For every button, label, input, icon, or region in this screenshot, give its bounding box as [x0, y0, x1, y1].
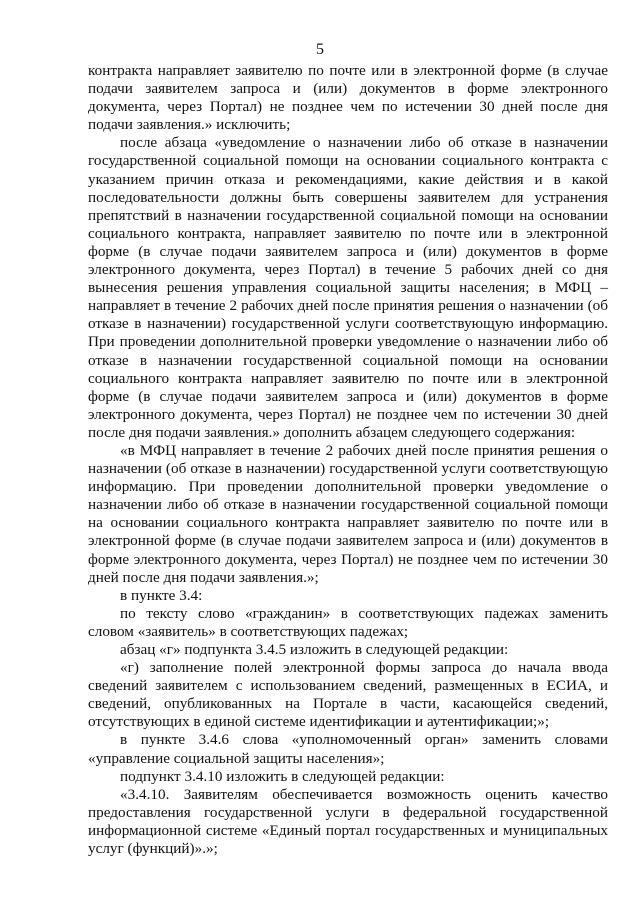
- paragraph: в пункте 3.4.6 слова «уполномоченный орган» заменить словами «управление социальной защиты населения»;: [88, 731, 608, 767]
- paragraph: «г) заполнение полей электронной формы запроса до начала ввода сведений заявителем с использованием сведений, размещенных в ЕСИА, и сведений, опубликованных на Портале в части, касающейся сведений, отсутствующих в единой системе идентификации и аутентификации;»;: [88, 659, 608, 731]
- paragraph: по тексту слово «гражданин» в соответствующих падежах заменить словом «заявитель» в соответствующих падежах;: [88, 604, 608, 640]
- paragraph: «в МФЦ направляет в течение 2 рабочих дней после принятия решения о назначении (об отказе в назначении) государственной услуги соответствующую информацию. При проведении дополнительной проверки уведомление о назначении либо об отказе в назначении государственной социальной помощи на основании социального контракта направляет заявителю по почте или в электронной форме (в случае подачи заявителем запроса и (или) документов в форме электронного документа, через Портал) не позднее чем по истечении 30 дней после дня подачи заявления.»;: [88, 441, 608, 586]
- paragraph: абзац «г» подпункта 3.4.5 изложить в следующей редакции:: [120, 641, 509, 658]
- paragraph: «3.4.10. Заявителям обеспечивается возможность оценить качество предоставления государственной услуги в федеральной государственной информационной системе «Единый портал государственных и муниципальных услуг (функций)».»;: [88, 785, 608, 858]
- paragraph: подпункт 3.4.10 изложить в следующей редакции:: [120, 767, 445, 785]
- paragraph: после абзаца «уведомление о назначении либо об отказе в назначении государственной социальной помощи на основании социального контракта с указанием причин отказа и рекомендациями, какие действия и в какой последовательности должны быть совершены заявителем для устранения препятствий в назначении государственной социальной помощи на основании социального контракта, направляет заявителю по почте или в электронной форме (в случае подачи заявителем запроса и (или) документов в форме электронного документа, через Портал) в течение 5 рабочих дней со дня вынесения решения управления социальной защиты населения; в МФЦ – направляет в течение 2 рабочих дней после принятия решения о назначении (об отказе в назначении) государственной услуги соответствующую информацию. При проведении дополнительной проверки уведомление о назначении либо об отказе в назначении государственной социальной помощи на основании социального контракта направляет заявителю по почте или в электронной форме (в случае подачи заявителем запроса и (или) документов в форме электронного документа, через Портал) не позднее чем по истечении 30 дней после дня подачи заявления.» дополнить абзацем следующего содержания:: [88, 134, 608, 441]
- paragraph: контракта направляет заявителю по почте или в электронной форме (в случае подачи заявителем запроса и (или) документов в форме электронного документа, через Портал) не позднее чем по истечении 30 дней после дня подачи заявления.» исключить;: [88, 62, 608, 134]
- document-body: [88, 62, 608, 858]
- page-number: 5: [316, 41, 324, 58]
- paragraph: в пункте 3.4:: [120, 586, 203, 604]
